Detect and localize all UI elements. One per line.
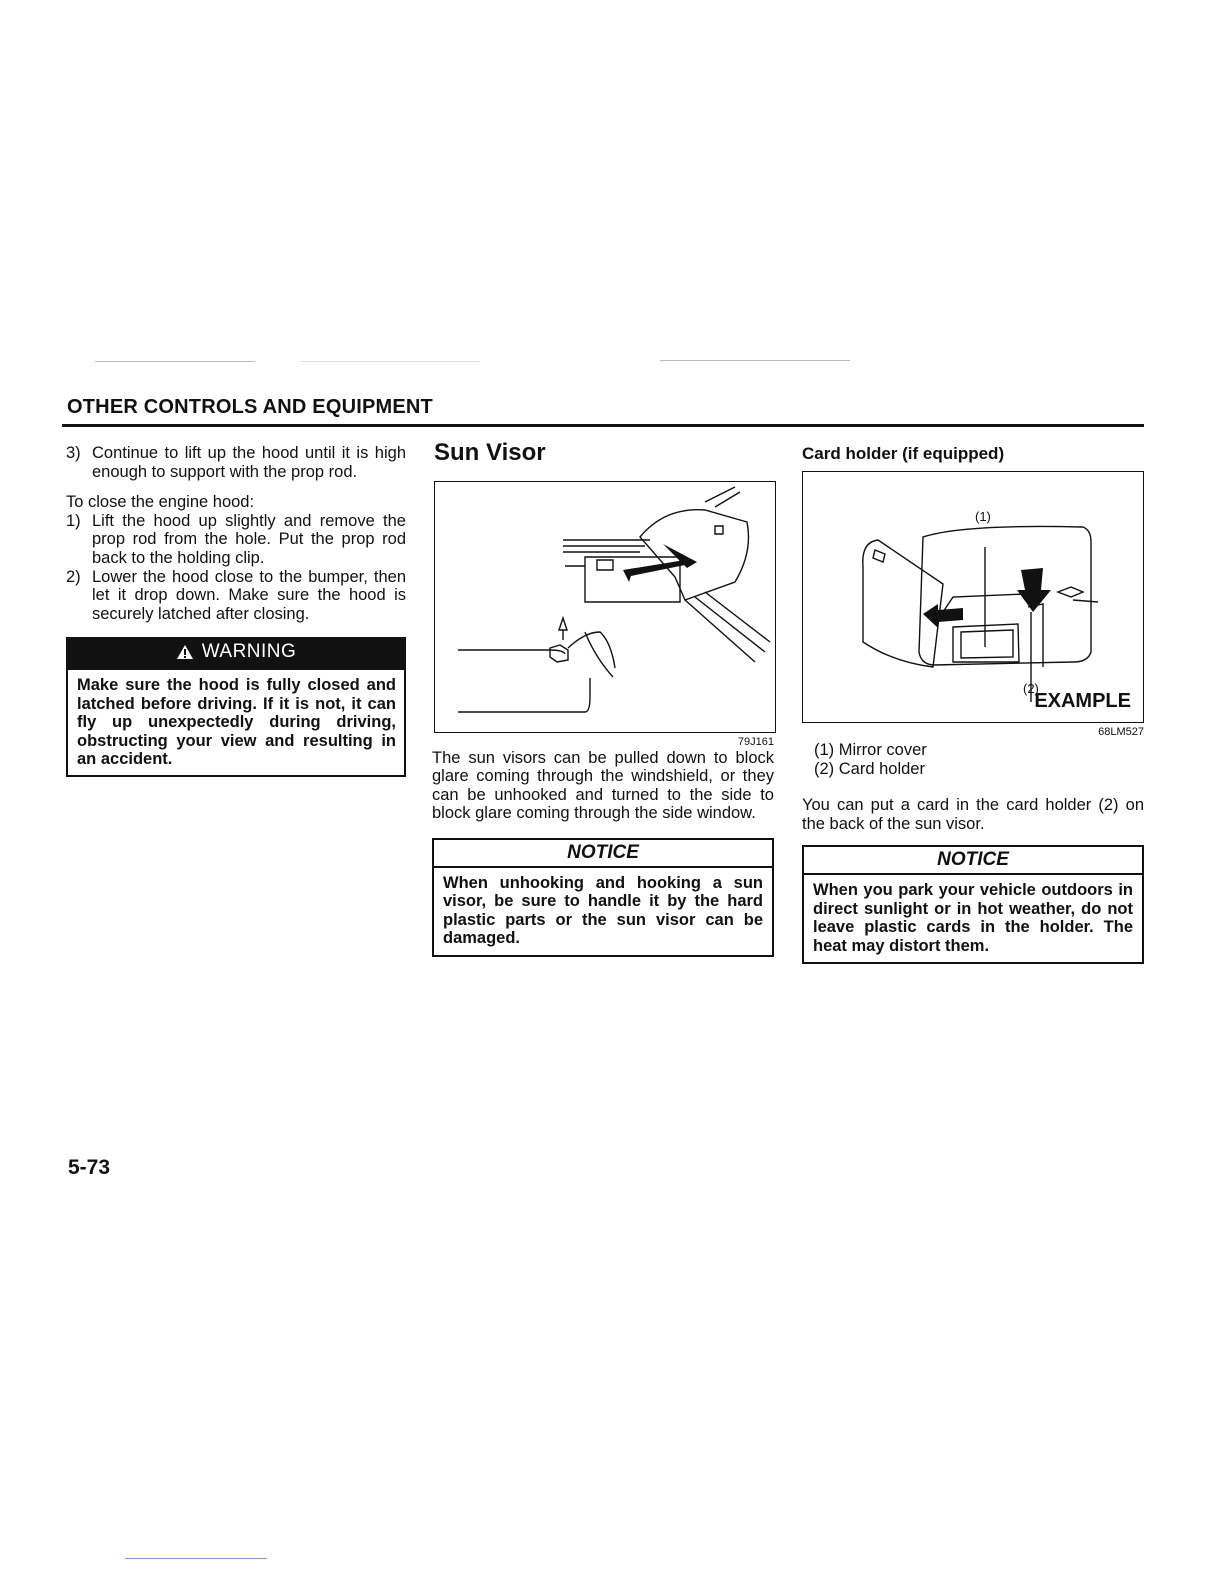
section-rule	[62, 424, 1144, 427]
notice-box	[802, 845, 1144, 964]
sun-visor-heading: Sun Visor	[434, 439, 546, 466]
column-hood	[66, 444, 406, 777]
legend-item-card-holder: (2) Card holder	[814, 759, 925, 778]
scan-artifact	[300, 361, 480, 362]
page-number: 5-73	[68, 1156, 111, 1179]
figure-code: 68LM527	[1098, 726, 1144, 738]
card-holder-illustration	[802, 471, 1144, 723]
scan-artifact	[125, 1558, 267, 1559]
column-card-holder	[802, 444, 1144, 964]
warning-title: WARNING	[201, 641, 297, 663]
notice-text: When unhooking and hooking a sun visor, be sure to handle it by the hard plastic parts or the sun visor can be damaged.	[443, 873, 763, 948]
step-text: Continue to lift up the hood until it is high enough to support with the prop rod.	[92, 444, 406, 481]
step-text: Lower the hood close to the bumper, then let it drop down. Make sure the hood is securely latched after closing.	[92, 567, 406, 623]
close-step-1	[66, 512, 406, 568]
step-text: Lift the hood up slightly and remove the prop rod from the hole. Put the prop rod back to the holding clip.	[92, 511, 406, 567]
callout-2: (2)	[1023, 681, 1039, 696]
warning-text: Make sure the hood is fully closed and latched before driving. If it is not, it can fly up unexpectedly during driving, obstructing your view and resulting in an accident.	[77, 675, 396, 769]
column-sun-visor	[432, 439, 774, 957]
step-3	[66, 444, 406, 481]
scan-artifact	[660, 360, 850, 361]
step-number: 1)	[66, 511, 81, 530]
warning-triangle-icon	[176, 644, 194, 665]
figure-code: 79J161	[737, 735, 774, 748]
warning-box	[66, 637, 406, 777]
callout-1: (1)	[975, 509, 991, 524]
card-holder-drawing	[803, 472, 1143, 722]
notice-title: NOTICE	[804, 847, 1142, 875]
card-holder-description: You can put a card in the card holder (2) on the back of the sun visor.	[802, 796, 1144, 833]
sun-visor-description: The sun visors can be pulled down to block glare coming through the windshield, or they can be unhooked and turned to the side to block glare coming through the side window.	[432, 748, 774, 823]
card-holder-heading: Card holder (if equipped)	[802, 444, 1005, 463]
close-step-2	[66, 568, 406, 624]
scan-artifact	[95, 361, 255, 362]
step-number: 2)	[66, 567, 81, 586]
sun-visor-drawing	[435, 482, 775, 732]
notice-box	[432, 838, 774, 957]
legend-item-mirror-cover: (1) Mirror cover	[814, 741, 927, 759]
section-title: OTHER CONTROLS AND EQUIPMENT	[67, 396, 433, 418]
warning-header	[68, 639, 404, 670]
example-label: EXAMPLE	[1034, 690, 1131, 712]
notice-title: NOTICE	[434, 840, 772, 868]
close-hood-intro: To close the engine hood:	[66, 493, 255, 512]
sun-visor-illustration	[434, 481, 776, 733]
notice-text: When you park your vehicle outdoors in direct sunlight or in hot weather, do not leave plastic cards in the holder. The heat may distort them.	[813, 880, 1133, 955]
step-number: 3)	[66, 444, 81, 462]
